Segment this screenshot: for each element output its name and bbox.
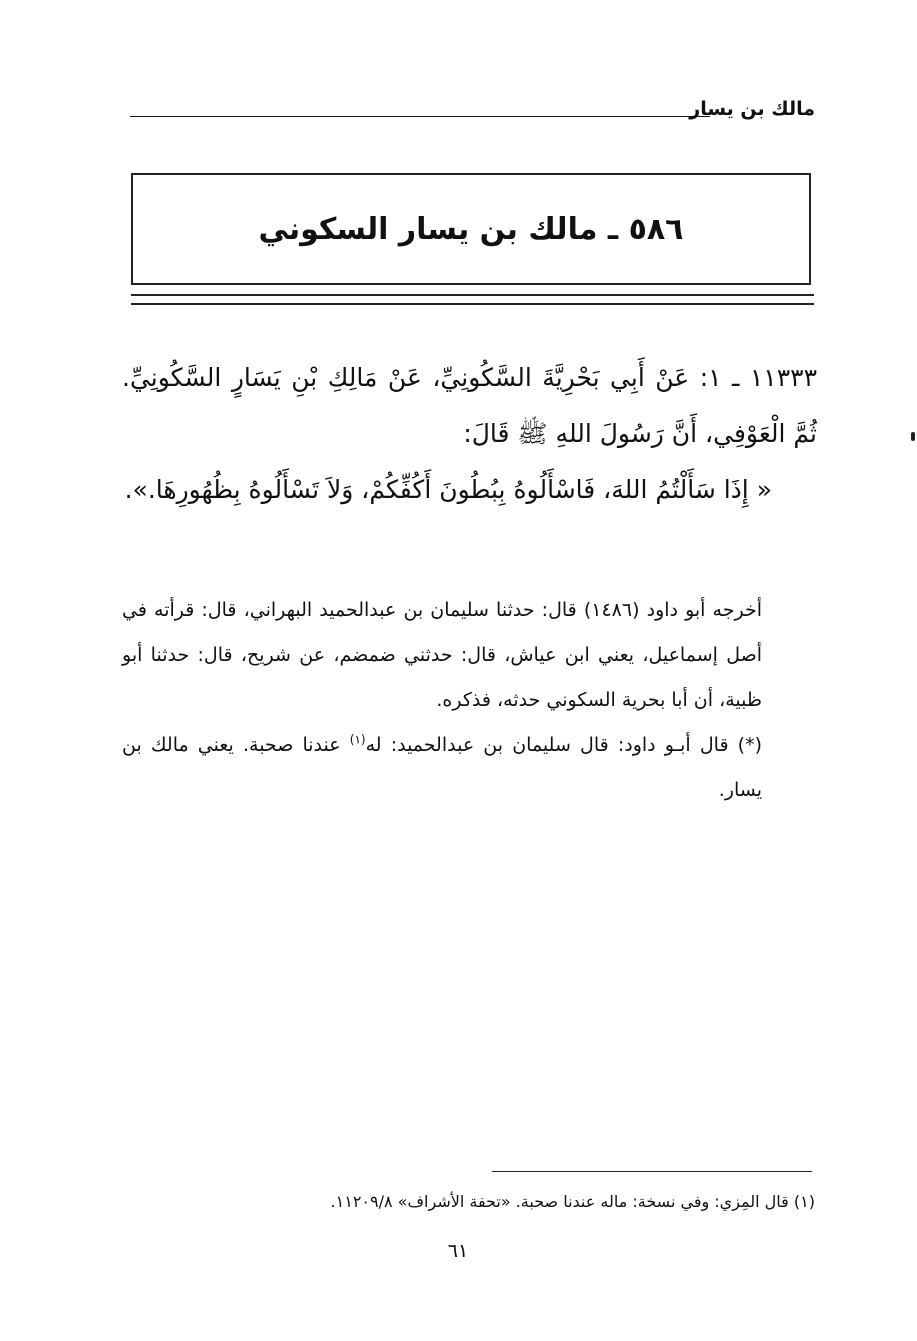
chapter-title: ٥٨٦ ـ مالك بن يسار السكوني	[258, 211, 684, 247]
chapter-title-box	[131, 173, 811, 285]
title-rule-bottom	[131, 303, 814, 305]
header-rule	[130, 116, 710, 117]
page-number: ٦١	[447, 1240, 469, 1262]
hadith-isnad: ١١٣٣٣ ـ ١: عَنْ أَبِي بَحْرِيَّةَ السَّكُونِيِّ، عَنْ مَالِكِ بْنِ يَسَارٍ السَّكُونِيِّ. ثُمَّ الْعَوْفِي، أَنَّ رَسُولَ اللهِ ﷺ قَالَ:	[122, 363, 818, 448]
commentary	[122, 588, 817, 813]
footnote-marker[interactable]: (١)	[349, 732, 366, 747]
note-text-after: عندنا صحبة. يعني مالك بن يسار.	[122, 734, 762, 801]
scan-speck	[911, 432, 915, 441]
running-head: مالك بن يسار	[689, 98, 815, 120]
title-rule-top	[131, 294, 814, 296]
takhrij-paragraph: أخرجه أبو داود (١٤٨٦) قال: حدثنا سليمان بن عبدالحميد البهراني، قال: قرأته في أصل إسماعيل، يعني ابن عياش، قال: حدثني ضمضم، عن شريح، قال: حدثنا أبو ظبية، أن أبا بحرية السكوني حدثه، فذكره.	[122, 599, 762, 711]
hadith-matn: « إِذَا سَأَلْتُمُ اللهَ، فَاسْأَلُوهُ بِبُطُونَ أَكُفِّكُمْ، وَلاَ تَسْأَلُوهُ بِظُهُورِهَا.».	[124, 475, 772, 504]
footnote-1: (١) قال المِزي: وفي نسخة: ماله عندنا صحبة. «تحفة الأشراف» ١١٢٠٩/٨.	[330, 1192, 815, 1211]
footnote-separator	[492, 1171, 812, 1172]
note-text-before: (*) قال أبـو داود: قال سليمان بن عبدالحميد: له	[365, 734, 762, 756]
hadith-text	[122, 350, 817, 518]
note-paragraph	[122, 723, 817, 813]
page-header	[130, 94, 815, 126]
